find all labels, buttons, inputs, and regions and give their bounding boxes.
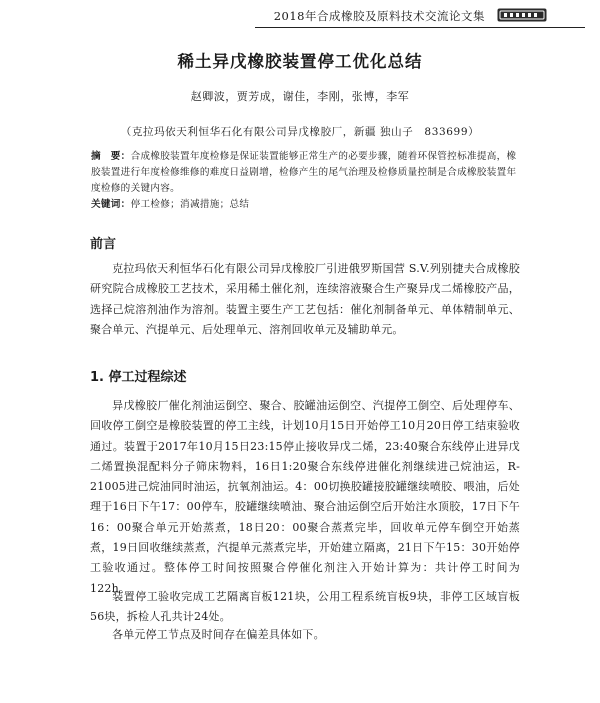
running-title: 2018年合成橡胶及原料技术交流论文集 bbox=[273, 9, 485, 23]
intro-paragraph bbox=[90, 259, 520, 340]
section-heading-intro: 前言 bbox=[90, 237, 117, 252]
author-list: 赵卿波，贾芳成，谢佳，李刚，张博，李军 bbox=[190, 90, 410, 103]
section1-text-1: 异戊橡胶厂催化剂油运倒空、聚合、胶罐油运倒空、汽提停工倒空、后处理停车、回收停工倒空是橡胶装置的停工主线，计划10月15日开始停工10月20日停工结束验收通过。装置于2017年10月15日23:15停止接收异戊二烯，23:40聚合东线停止进异戊二烯置换混配料分子筛床物料，16日1:20聚合东线停进催化剂继续进己烷油运，R-21005进己烷油同时油运，抗氧剂油运。4：00切换胶罐接胶罐继续喷胶、喂油，后处理于16日下午17：00停车，胶罐继续喷油、聚合油运倒空后开始注水顶胶，17日下午16：00聚合单元开始蒸煮，18日20：00聚合蒸煮完毕，回收单元停车倒空开始蒸煮，19日回收继续蒸煮，汽提单元蒸煮完毕，开始建立隔离，21日下午15：30开始停工验收通过。整体停工时间按照聚合停催化剂注入开始计算为：共计停工时间为122h。 bbox=[90, 399, 520, 595]
keywords-text: 停工检修；消减措施；总结 bbox=[130, 199, 250, 210]
header-rule bbox=[255, 27, 585, 28]
section1-text-3: 各单元停工节点及时间存在偏差具体如下。 bbox=[112, 628, 325, 641]
section1-paragraph-3 bbox=[90, 625, 520, 645]
journal-logo-icon bbox=[497, 8, 547, 22]
abstract bbox=[91, 149, 521, 197]
abstract-label: 摘 要： bbox=[91, 151, 131, 162]
affiliation: （克拉玛依天利恒华石化有限公司异戊橡胶厂，新疆 独山子 833699） bbox=[120, 126, 480, 138]
section1-paragraph-2 bbox=[90, 587, 520, 628]
paper-title: 稀土异戊橡胶装置停工优化总结 bbox=[177, 52, 423, 71]
section1-text-2: 装置停工验收完成工艺隔离盲板121块，公用工程系统盲板9块，非停工区域盲板56块，拆检人孔共计24处。 bbox=[90, 590, 520, 624]
running-header bbox=[255, 6, 585, 26]
section-heading-1: 1. 停工过程综述 bbox=[90, 370, 187, 385]
intro-text: 克拉玛依天利恒华石化有限公司异戊橡胶厂引进俄罗斯国营 S.V.列别捷夫合成橡胶研究院合成橡胶工艺技术，采用稀土催化剂，连续溶液聚合生产聚异戊二烯橡胶产品，选择己烷溶剂油作为溶剂。装置主要生产工艺包括：催化剂制备单元、单体精制单元、聚合单元、汽提单元、后处理单元、溶剂回收单元及辅助单元。 bbox=[90, 262, 520, 336]
section1-paragraph-1 bbox=[90, 396, 520, 599]
abstract-text: 合成橡胶装置年度检修是保证装置能够正常生产的必要步骤，随着环保管控标准提高，橡胶装置进行年度检修维修的难度日益剧增，检修产生的尾气治理及检修质量控制是合成橡胶装置年度检修的关键内容。 bbox=[91, 151, 517, 194]
keywords bbox=[91, 197, 521, 213]
keywords-label: 关键词： bbox=[91, 199, 131, 210]
